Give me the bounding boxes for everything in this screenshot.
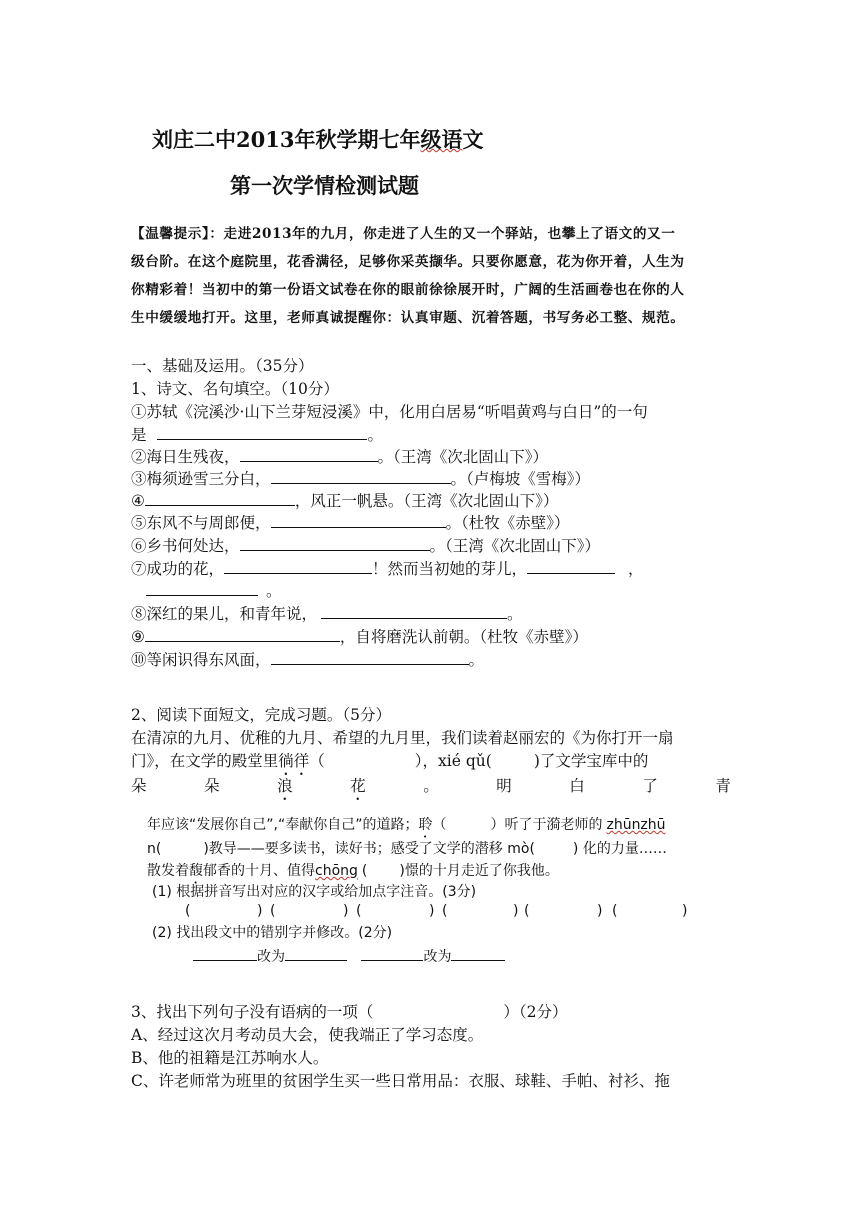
item-text: 。 [367, 426, 383, 444]
item-1-line-a: ①苏轼《浣溪沙·山下兰芽短浸溪》中，化用白居易“听唱黄鸡与白日”的一句 [131, 403, 648, 421]
item-text: 。 [468, 651, 485, 669]
answer-blank[interactable] [271, 513, 446, 528]
correct-char-blank[interactable] [285, 947, 347, 961]
passage-text: )了文学宝库中的 [533, 752, 649, 770]
item-text: 。 [266, 582, 282, 600]
passage-text: 年应该“发展你自己”,“奉献你自己”的道路； [147, 817, 419, 833]
close-paren: ) [257, 903, 263, 919]
item-7-line-a [131, 558, 643, 580]
pinyin-wavy: chōng [315, 863, 358, 879]
answer-blank[interactable] [527, 559, 615, 574]
sub-question-1: (1) 根据拼音写出对应的汉字或给加点字注音。(3分) [152, 884, 477, 900]
passage-text: ) 化的力量…… [572, 841, 667, 857]
item-10 [131, 649, 484, 671]
dotted-characters: 徜徉 [278, 752, 310, 770]
close-paren: ) [429, 903, 435, 919]
spread-character: 朵 [204, 777, 220, 795]
tip-line-4: 生中缓缓地打开。这里，老师真诚提醒你：认真审题、沉着答题，书写务必工整、规范。 [131, 310, 685, 326]
item-text: ④ [131, 492, 145, 510]
item-text: 。（王湾《次北固山下》） [377, 448, 549, 466]
item-text: ⑧深红的果儿，和青年说， [131, 605, 318, 623]
dotted-character: 聆 [418, 817, 433, 833]
dotted-character: 馥 [189, 863, 203, 879]
title-part: 刘庄二中2013年秋学期七年 [152, 127, 421, 152]
passage-text: 散发着 [147, 863, 189, 879]
open-paren: ( [442, 903, 448, 919]
open-paren: ( [270, 903, 276, 919]
item-text: ⑨ [131, 628, 145, 646]
item-7-line-b [146, 580, 282, 602]
spread-character: 了 [642, 777, 658, 795]
item-text: 。（王湾《次北固山下》） [429, 537, 601, 555]
spread-character: 朵 [131, 777, 147, 795]
spread-character: 白 [569, 777, 585, 795]
close-paren: ) [513, 903, 519, 919]
item-text: ， [627, 560, 644, 578]
option-c[interactable]: C、许老师常为班里的贫困学生买一些日常用品：衣服、球鞋、手帕、衬衫、拖 [131, 1072, 670, 1090]
spread-character: 浪 [277, 777, 293, 795]
passage-line-1: 在清凉的九月、优稚的九月、希望的九月里，我们读着赵丽宏的《为你打开一扇 [131, 729, 674, 747]
answer-blank[interactable] [240, 447, 378, 462]
item-text: ②海日生残夜， [131, 448, 240, 466]
passage-text: ( [361, 863, 368, 879]
passage-text: （ [309, 752, 325, 770]
question-text: ）（2分） [503, 1003, 568, 1021]
answer-blank[interactable] [146, 581, 258, 596]
item-text: 。（卢梅坡《雪梅》） [450, 470, 591, 488]
item-6 [131, 535, 600, 557]
tip-line-3: 你精彩着！当初中的第一份语文试卷在你的眼前徐徐展开时，广阔的生活画卷也在你的人 [131, 282, 685, 298]
answer-blank[interactable] [240, 536, 430, 551]
item-text: 是 [131, 426, 147, 444]
question-1-heading: 1、诗文、名句填空。（10分） [131, 380, 339, 398]
answer-blank[interactable] [271, 650, 469, 665]
answer-blank[interactable] [224, 559, 372, 574]
tip-line-1: 【温馨提示】：走进2013年的九月，你走进了人生的又一个驿站，也攀上了语文的又一 [131, 226, 676, 242]
question-3-heading [131, 1001, 568, 1023]
item-text: 。 [507, 605, 523, 623]
item-text: ，自将磨洗认前朝。（杜牧《赤壁》） [339, 628, 588, 646]
item-5 [131, 512, 570, 534]
item-2 [131, 446, 548, 468]
spread-character: 。 [423, 777, 439, 795]
passage-line-4 [147, 815, 666, 841]
question-2-heading: 2、阅读下面短文，完成习题。（5分） [131, 706, 391, 724]
item-1-line-b [131, 424, 383, 446]
close-paren: ) [682, 903, 688, 919]
spread-character: 花 [350, 777, 366, 795]
wrong-char-blank[interactable] [361, 947, 423, 961]
item-text: ，风正一帆悬。（王湾《次北固山下》） [294, 492, 559, 510]
option-b[interactable]: B、他的祖籍是江苏响水人。 [131, 1049, 329, 1067]
passage-text: 门》，在文学的殿堂里 [131, 752, 279, 770]
answer-parentheses-row [185, 903, 688, 923]
passage-text: （ [432, 817, 447, 833]
item-9 [131, 626, 588, 648]
title-part-wavy: 级语 [420, 127, 463, 152]
answer-blank[interactable] [321, 604, 507, 619]
correct-char-blank[interactable] [451, 947, 505, 961]
open-paren: ( [356, 903, 362, 919]
passage-text: ）听了于漪老师的 [490, 817, 603, 833]
item-8 [131, 603, 523, 625]
answer-blank[interactable] [145, 491, 295, 506]
item-text: ⑩等闲识得东风面， [131, 651, 271, 669]
wrong-char-blank[interactable] [193, 947, 257, 961]
question-text: 3、找出下列句子没有语病的一项（ [131, 1003, 374, 1021]
change-label: 改为 [423, 949, 452, 965]
pinyin-wavy: zhūnzhū [606, 817, 666, 833]
item-text: ！然而当初她的芽儿， [372, 560, 528, 578]
answer-blank[interactable] [271, 469, 451, 484]
passage-text: 郁香的十月、值得 [203, 863, 315, 879]
item-text: ⑤东风不与周郎便， [131, 514, 271, 532]
option-a[interactable]: A、经过这次月考动员大会，使我端正了学习态度。 [131, 1026, 484, 1044]
section-heading: 一、基础及运用。（35分） [131, 357, 314, 375]
title-part: 文 [462, 127, 484, 152]
correction-row [193, 947, 505, 967]
passage-text: n( [147, 841, 162, 857]
open-paren: ( [185, 903, 191, 919]
item-4 [131, 490, 558, 512]
passage-text: )教导——要多读书，读好书；感受了文学的潜移 mò( [203, 841, 535, 857]
item-text: ⑦成功的花， [131, 560, 225, 578]
item-text: 。（杜牧《赤壁》） [445, 514, 570, 532]
spread-character: 青 [715, 777, 731, 795]
answer-blank[interactable] [157, 425, 367, 440]
open-paren: ( [612, 903, 618, 919]
answer-blank[interactable] [145, 627, 340, 642]
passage-text: ），xié qǔ( [414, 752, 492, 770]
passage-line-5 [147, 839, 667, 859]
spread-character: 明 [496, 777, 512, 795]
open-paren: ( [524, 903, 530, 919]
exam-title-line1 [152, 124, 483, 154]
close-paren: ) [597, 903, 603, 919]
item-3 [131, 468, 590, 490]
passage-text: )憬的十月走近了你我他。 [399, 863, 559, 879]
change-label: 改为 [257, 949, 285, 965]
passage-line-3-justified [131, 775, 731, 804]
close-paren: ) [343, 903, 349, 919]
sub-question-2: (2) 找出段文中的错别字并修改。(2分) [152, 925, 393, 941]
exam-title-line2: 第一次学情检测试题 [230, 173, 419, 198]
tip-line-2: 级台阶。在这个庭院里，花香满径，足够你采英撷华。只要你愿意，花为你开着，人生为 [131, 254, 685, 270]
item-text: ⑥乡书何处达， [131, 537, 240, 555]
item-text: ③梅须逊雪三分白， [131, 470, 271, 488]
